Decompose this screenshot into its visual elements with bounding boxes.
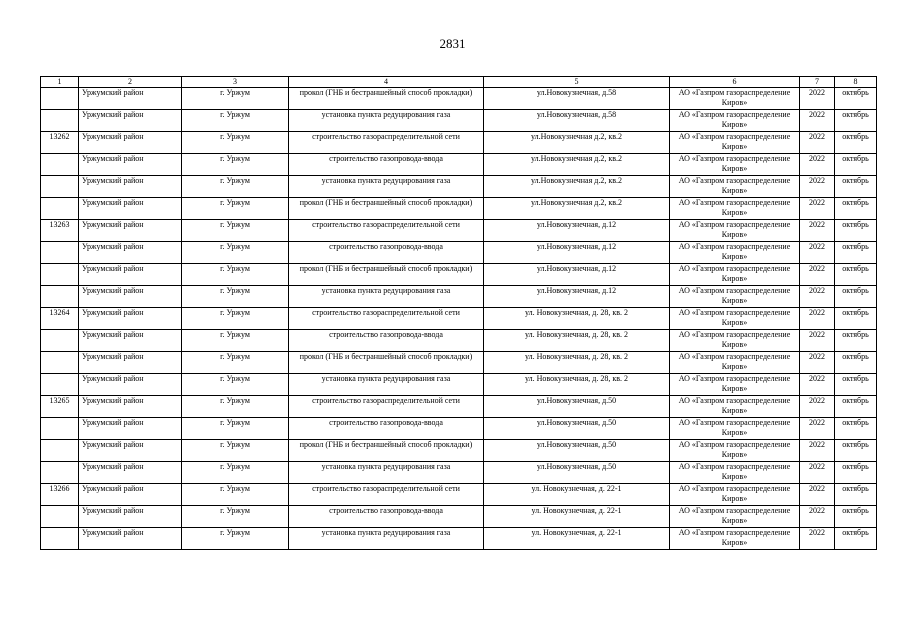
locality-cell: г. Уржум bbox=[182, 242, 289, 264]
month-cell: октябрь bbox=[835, 462, 877, 484]
district-cell: Уржумский район bbox=[79, 88, 182, 110]
address-cell: ул.Новокузнечная, д.50 bbox=[484, 396, 670, 418]
organization-cell: АО «Газпром газораспределение Киров» bbox=[670, 374, 800, 396]
work-type-cell: установка пункта редуцирования газа bbox=[289, 528, 484, 550]
address-cell: ул.Новокузнечная, д.58 bbox=[484, 88, 670, 110]
month-cell: октябрь bbox=[835, 374, 877, 396]
locality-cell: г. Уржум bbox=[182, 484, 289, 506]
organization-cell: АО «Газпром газораспределение Киров» bbox=[670, 396, 800, 418]
address-cell: ул.Новокузнечная, д.12 bbox=[484, 264, 670, 286]
locality-cell: г. Уржум bbox=[182, 374, 289, 396]
table-row bbox=[41, 220, 877, 242]
address-cell: ул. Новокузнечная, д. 28, кв. 2 bbox=[484, 352, 670, 374]
organization-cell: АО «Газпром газораспределение Киров» bbox=[670, 176, 800, 198]
object-number-cell bbox=[41, 88, 79, 110]
district-cell: Уржумский район bbox=[79, 110, 182, 132]
column-number: 8 bbox=[835, 77, 877, 88]
table-row bbox=[41, 330, 877, 352]
table-row bbox=[41, 132, 877, 154]
year-cell: 2022 bbox=[800, 242, 835, 264]
year-cell: 2022 bbox=[800, 198, 835, 220]
organization-cell: АО «Газпром газораспределение Киров» bbox=[670, 330, 800, 352]
address-cell: ул.Новокузнечная д.2, кв.2 bbox=[484, 176, 670, 198]
year-cell: 2022 bbox=[800, 330, 835, 352]
month-cell: октябрь bbox=[835, 154, 877, 176]
work-type-cell: строительство газораспределительной сети bbox=[289, 396, 484, 418]
address-cell: ул. Новокузнечная, д. 28, кв. 2 bbox=[484, 308, 670, 330]
organization-cell: АО «Газпром газораспределение Киров» bbox=[670, 132, 800, 154]
column-number: 4 bbox=[289, 77, 484, 88]
year-cell: 2022 bbox=[800, 528, 835, 550]
table-row bbox=[41, 462, 877, 484]
work-type-cell: строительство газораспределительной сети bbox=[289, 132, 484, 154]
district-cell: Уржумский район bbox=[79, 418, 182, 440]
address-cell: ул.Новокузнечная, д.12 bbox=[484, 286, 670, 308]
object-number-cell bbox=[41, 440, 79, 462]
address-cell: ул.Новокузнечная, д.58 bbox=[484, 110, 670, 132]
district-cell: Уржумский район bbox=[79, 242, 182, 264]
table-body bbox=[41, 88, 877, 550]
table-row bbox=[41, 352, 877, 374]
work-type-cell: строительство газопровода-ввода bbox=[289, 506, 484, 528]
object-number-cell bbox=[41, 528, 79, 550]
work-type-cell: установка пункта редуцирования газа bbox=[289, 286, 484, 308]
address-cell: ул.Новокузнечная, д.50 bbox=[484, 462, 670, 484]
table-header bbox=[41, 77, 877, 88]
work-type-cell: прокол (ГНБ и бестраншейный способ прокладки) bbox=[289, 264, 484, 286]
month-cell: октябрь bbox=[835, 528, 877, 550]
organization-cell: АО «Газпром газораспределение Киров» bbox=[670, 418, 800, 440]
year-cell: 2022 bbox=[800, 264, 835, 286]
district-cell: Уржумский район bbox=[79, 506, 182, 528]
registry-table bbox=[40, 76, 877, 550]
work-type-cell: строительство газопровода-ввода bbox=[289, 154, 484, 176]
work-type-cell: установка пункта редуцирования газа bbox=[289, 176, 484, 198]
month-cell: октябрь bbox=[835, 132, 877, 154]
locality-cell: г. Уржум bbox=[182, 396, 289, 418]
district-cell: Уржумский район bbox=[79, 374, 182, 396]
locality-cell: г. Уржум bbox=[182, 352, 289, 374]
table-row bbox=[41, 440, 877, 462]
object-number-cell bbox=[41, 374, 79, 396]
column-number: 3 bbox=[182, 77, 289, 88]
object-number-cell bbox=[41, 462, 79, 484]
month-cell: октябрь bbox=[835, 242, 877, 264]
object-number-cell: 13264 bbox=[41, 308, 79, 330]
year-cell: 2022 bbox=[800, 308, 835, 330]
district-cell: Уржумский район bbox=[79, 132, 182, 154]
work-type-cell: прокол (ГНБ и бестраншейный способ прокладки) bbox=[289, 88, 484, 110]
work-type-cell: строительство газораспределительной сети bbox=[289, 484, 484, 506]
address-cell: ул. Новокузнечная, д. 28, кв. 2 bbox=[484, 374, 670, 396]
year-cell: 2022 bbox=[800, 506, 835, 528]
column-number: 1 bbox=[41, 77, 79, 88]
locality-cell: г. Уржум bbox=[182, 440, 289, 462]
district-cell: Уржумский район bbox=[79, 176, 182, 198]
organization-cell: АО «Газпром газораспределение Киров» bbox=[670, 352, 800, 374]
table-row bbox=[41, 396, 877, 418]
organization-cell: АО «Газпром газораспределение Киров» bbox=[670, 154, 800, 176]
object-number-cell: 13262 bbox=[41, 132, 79, 154]
organization-cell: АО «Газпром газораспределение Киров» bbox=[670, 242, 800, 264]
year-cell: 2022 bbox=[800, 462, 835, 484]
work-type-cell: строительство газопровода-ввода bbox=[289, 242, 484, 264]
work-type-cell: установка пункта редуцирования газа bbox=[289, 374, 484, 396]
year-cell: 2022 bbox=[800, 484, 835, 506]
address-cell: ул. Новокузнечная, д. 28, кв. 2 bbox=[484, 330, 670, 352]
month-cell: октябрь bbox=[835, 198, 877, 220]
table-row bbox=[41, 418, 877, 440]
district-cell: Уржумский район bbox=[79, 396, 182, 418]
locality-cell: г. Уржум bbox=[182, 308, 289, 330]
organization-cell: АО «Газпром газораспределение Киров» bbox=[670, 462, 800, 484]
month-cell: октябрь bbox=[835, 418, 877, 440]
district-cell: Уржумский район bbox=[79, 462, 182, 484]
object-number-cell bbox=[41, 286, 79, 308]
table-row bbox=[41, 110, 877, 132]
organization-cell: АО «Газпром газораспределение Киров» bbox=[670, 110, 800, 132]
month-cell: октябрь bbox=[835, 506, 877, 528]
work-type-cell: прокол (ГНБ и бестраншейный способ прокладки) bbox=[289, 352, 484, 374]
table-row bbox=[41, 154, 877, 176]
month-cell: октябрь bbox=[835, 352, 877, 374]
column-number: 6 bbox=[670, 77, 800, 88]
month-cell: октябрь bbox=[835, 176, 877, 198]
table-row bbox=[41, 242, 877, 264]
year-cell: 2022 bbox=[800, 286, 835, 308]
locality-cell: г. Уржум bbox=[182, 154, 289, 176]
object-number-cell: 13265 bbox=[41, 396, 79, 418]
year-cell: 2022 bbox=[800, 352, 835, 374]
organization-cell: АО «Газпром газораспределение Киров» bbox=[670, 440, 800, 462]
object-number-cell bbox=[41, 176, 79, 198]
table-row bbox=[41, 308, 877, 330]
object-number-cell bbox=[41, 506, 79, 528]
column-number: 2 bbox=[79, 77, 182, 88]
district-cell: Уржумский район bbox=[79, 352, 182, 374]
month-cell: октябрь bbox=[835, 88, 877, 110]
district-cell: Уржумский район bbox=[79, 330, 182, 352]
work-type-cell: строительство газораспределительной сети bbox=[289, 220, 484, 242]
month-cell: октябрь bbox=[835, 308, 877, 330]
table-row bbox=[41, 198, 877, 220]
address-cell: ул.Новокузнечная д.2, кв.2 bbox=[484, 198, 670, 220]
locality-cell: г. Уржум bbox=[182, 264, 289, 286]
district-cell: Уржумский район bbox=[79, 528, 182, 550]
month-cell: октябрь bbox=[835, 220, 877, 242]
locality-cell: г. Уржум bbox=[182, 286, 289, 308]
object-number-cell bbox=[41, 110, 79, 132]
organization-cell: АО «Газпром газораспределение Киров» bbox=[670, 198, 800, 220]
address-cell: ул. Новокузнечная, д. 22-1 bbox=[484, 528, 670, 550]
column-number: 7 bbox=[800, 77, 835, 88]
locality-cell: г. Уржум bbox=[182, 528, 289, 550]
month-cell: октябрь bbox=[835, 440, 877, 462]
organization-cell: АО «Газпром газораспределение Киров» bbox=[670, 528, 800, 550]
year-cell: 2022 bbox=[800, 176, 835, 198]
organization-cell: АО «Газпром газораспределение Киров» bbox=[670, 506, 800, 528]
district-cell: Уржумский район bbox=[79, 286, 182, 308]
district-cell: Уржумский район bbox=[79, 484, 182, 506]
object-number-cell bbox=[41, 242, 79, 264]
locality-cell: г. Уржум bbox=[182, 132, 289, 154]
address-cell: ул.Новокузнечная д.2, кв.2 bbox=[484, 154, 670, 176]
organization-cell: АО «Газпром газораспределение Киров» bbox=[670, 484, 800, 506]
work-type-cell: прокол (ГНБ и бестраншейный способ прокладки) bbox=[289, 440, 484, 462]
address-cell: ул.Новокузнечная, д.12 bbox=[484, 220, 670, 242]
organization-cell: АО «Газпром газораспределение Киров» bbox=[670, 88, 800, 110]
address-cell: ул.Новокузнечная, д.50 bbox=[484, 440, 670, 462]
address-cell: ул.Новокузнечная, д.12 bbox=[484, 242, 670, 264]
object-number-cell: 13263 bbox=[41, 220, 79, 242]
locality-cell: г. Уржум bbox=[182, 198, 289, 220]
table-row bbox=[41, 88, 877, 110]
month-cell: октябрь bbox=[835, 330, 877, 352]
district-cell: Уржумский район bbox=[79, 440, 182, 462]
month-cell: октябрь bbox=[835, 286, 877, 308]
column-number-row bbox=[41, 77, 877, 88]
object-number-cell bbox=[41, 264, 79, 286]
object-number-cell: 13266 bbox=[41, 484, 79, 506]
work-type-cell: установка пункта редуцирования газа bbox=[289, 110, 484, 132]
table-row bbox=[41, 484, 877, 506]
locality-cell: г. Уржум bbox=[182, 462, 289, 484]
object-number-cell bbox=[41, 154, 79, 176]
table-row bbox=[41, 374, 877, 396]
work-type-cell: строительство газопровода-ввода bbox=[289, 330, 484, 352]
work-type-cell: строительство газопровода-ввода bbox=[289, 418, 484, 440]
year-cell: 2022 bbox=[800, 418, 835, 440]
object-number-cell bbox=[41, 352, 79, 374]
district-cell: Уржумский район bbox=[79, 220, 182, 242]
district-cell: Уржумский район bbox=[79, 198, 182, 220]
year-cell: 2022 bbox=[800, 396, 835, 418]
address-cell: ул.Новокузнечная д.2, кв.2 bbox=[484, 132, 670, 154]
work-type-cell: установка пункта редуцирования газа bbox=[289, 462, 484, 484]
locality-cell: г. Уржум bbox=[182, 330, 289, 352]
table-row bbox=[41, 286, 877, 308]
object-number-cell bbox=[41, 418, 79, 440]
year-cell: 2022 bbox=[800, 374, 835, 396]
work-type-cell: прокол (ГНБ и бестраншейный способ прокладки) bbox=[289, 198, 484, 220]
table-row bbox=[41, 506, 877, 528]
locality-cell: г. Уржум bbox=[182, 88, 289, 110]
organization-cell: АО «Газпром газораспределение Киров» bbox=[670, 220, 800, 242]
table-row bbox=[41, 528, 877, 550]
month-cell: октябрь bbox=[835, 110, 877, 132]
locality-cell: г. Уржум bbox=[182, 506, 289, 528]
column-number: 5 bbox=[484, 77, 670, 88]
locality-cell: г. Уржум bbox=[182, 418, 289, 440]
table-row bbox=[41, 264, 877, 286]
year-cell: 2022 bbox=[800, 110, 835, 132]
object-number-cell bbox=[41, 330, 79, 352]
locality-cell: г. Уржум bbox=[182, 110, 289, 132]
year-cell: 2022 bbox=[800, 440, 835, 462]
address-cell: ул. Новокузнечная, д. 22-1 bbox=[484, 484, 670, 506]
district-cell: Уржумский район bbox=[79, 308, 182, 330]
address-cell: ул. Новокузнечная, д. 22-1 bbox=[484, 506, 670, 528]
district-cell: Уржумский район bbox=[79, 264, 182, 286]
year-cell: 2022 bbox=[800, 154, 835, 176]
district-cell: Уржумский район bbox=[79, 154, 182, 176]
locality-cell: г. Уржум bbox=[182, 176, 289, 198]
locality-cell: г. Уржум bbox=[182, 220, 289, 242]
organization-cell: АО «Газпром газораспределение Киров» bbox=[670, 264, 800, 286]
organization-cell: АО «Газпром газораспределение Киров» bbox=[670, 308, 800, 330]
month-cell: октябрь bbox=[835, 484, 877, 506]
organization-cell: АО «Газпром газораспределение Киров» bbox=[670, 286, 800, 308]
page-number: 2831 bbox=[439, 36, 466, 51]
address-cell: ул.Новокузнечная, д.50 bbox=[484, 418, 670, 440]
month-cell: октябрь bbox=[835, 396, 877, 418]
object-number-cell bbox=[41, 198, 79, 220]
year-cell: 2022 bbox=[800, 132, 835, 154]
year-cell: 2022 bbox=[800, 88, 835, 110]
table-row bbox=[41, 176, 877, 198]
work-type-cell: строительство газораспределительной сети bbox=[289, 308, 484, 330]
year-cell: 2022 bbox=[800, 220, 835, 242]
month-cell: октябрь bbox=[835, 264, 877, 286]
